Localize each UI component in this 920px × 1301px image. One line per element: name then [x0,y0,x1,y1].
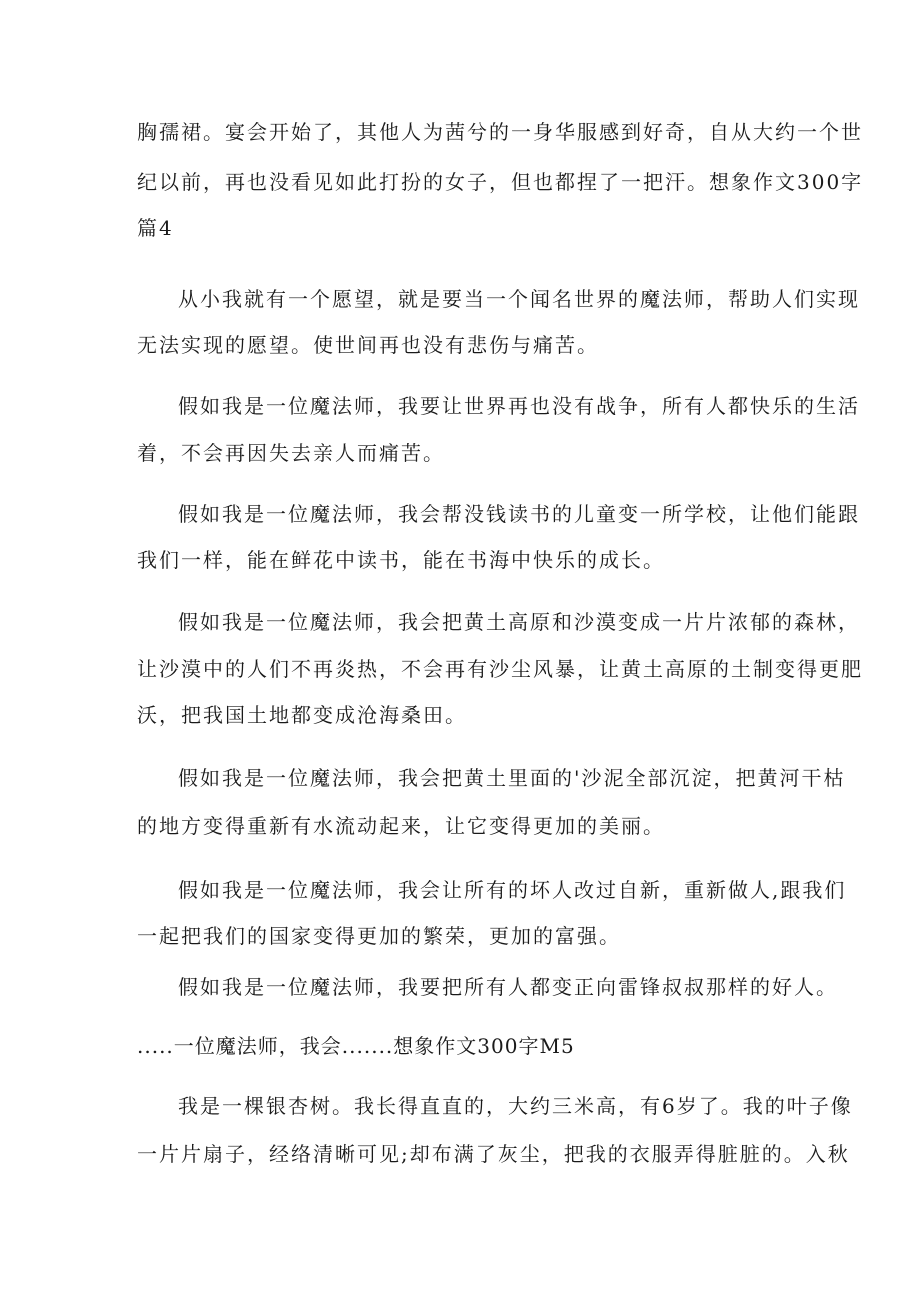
text-line: 的地方变得重新有水流动起来，让它变得更加的美丽。 [137,814,665,838]
paragraph-first-line: 假如我是一位魔法师，我要把所有人都变正向雷锋叔叔那样的好人。 [178,975,838,999]
text-line: 一起把我们的国家变得更加的繁荣，更加的富强。 [137,924,621,948]
paragraph-first-line: 从小我就有一个愿望，就是要当一个闻名世界的魔法师，帮助人们实现 [178,287,860,311]
text-line: 沃，把我国土地都变成沧海桑田。 [137,703,467,727]
text-line: 胸孺裙。宴会开始了，其他人为茜兮的一身华服感到好奇，自从大约一个世 [137,120,863,144]
section-heading: .....一位魔法师，我会.......想象作文300字M5 [137,1034,575,1058]
text-line: 一片片扇子，经络清晰可见;却布满了灰尘，把我的衣服弄得脏脏的。入秋 [137,1142,850,1166]
paragraph-first-line: 我是一棵银杏树。我长得直直的，大约三米高，有6岁了。我的叶子像 [178,1094,853,1118]
text-line: 让沙漠中的人们不再炎热，不会再有沙尘风暴，让黄土高原的土制变得更肥 [137,657,863,681]
paragraph-first-line: 假如我是一位魔法师，我会把黄土里面的'沙泥全部沉淀，把黄河干枯 [178,766,846,790]
text-line: 篇4 [137,216,174,240]
paragraph-first-line: 假如我是一位魔法师，我会帮没钱读书的儿童变一所学校，让他们能跟 [178,502,860,526]
text-line: 我们一样，能在鲜花中读书，能在书海中快乐的成长。 [137,548,665,572]
paragraph-first-line: 假如我是一位魔法师，我会让所有的坏人改过自新，重新做人,跟我们 [178,878,847,902]
text-line: 纪以前，再也没看见如此打扮的女子，但也都捏了一把汗。想象作文300字 [137,170,864,194]
text-line: 无法实现的愿望。使世间再也没有悲伤与痛苦。 [137,333,599,357]
paragraph-first-line: 假如我是一位魔法师，我要让世界再也没有战争，所有人都快乐的生活 [178,394,860,418]
text-line: 着，不会再因失去亲人而痛苦。 [137,441,445,465]
paragraph-first-line: 假如我是一位魔法师，我会把黄土高原和沙漠变成一片片浓郁的森林， [178,610,860,634]
